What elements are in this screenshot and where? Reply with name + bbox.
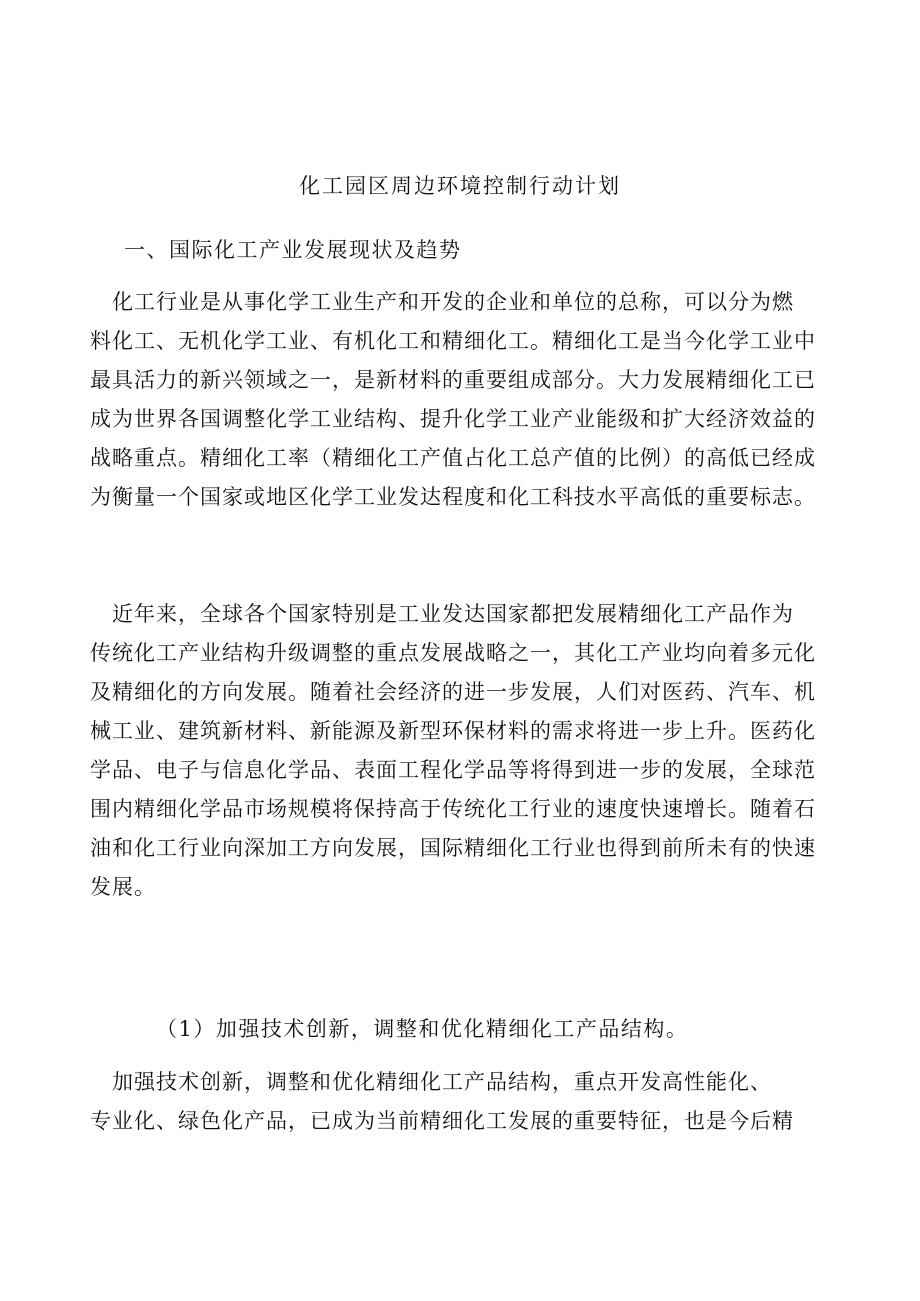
paragraph-line: 油和化工行业向深加工方向发展，国际精细化工行业也得到前所未有的快速 [90,836,816,860]
paragraph-line: 加强技术创新，调整和优化精细化工产品结构，重点开发高性能化、 [90,1070,772,1094]
paragraph-line: 械工业、建筑新材料、新能源及新型环保材料的需求将进一步上升。医药化 [90,719,816,743]
paragraph-line: 战略重点。精细化工率（精细化工产值占化工总产值的比例）的高低已经成 [90,446,816,470]
paragraph-line: 专业化、绿色化产品，已成为当前精细化工发展的重要特征，也是今后精 [90,1109,794,1133]
paragraph-line: 学品、电子与信息化学品、表面工程化学品等将得到进一步的发展，全球范 [90,758,816,782]
paragraph-3 [90,1063,842,1141]
paragraph-line: 传统化工产业结构升级调整的重点发展战略之一，其化工产业均向着多元化 [90,641,816,665]
subsection-heading: （1）加强技术创新，调整和优化精细化工产品结构。 [156,1017,689,1041]
paragraph-line: 及精细化的方向发展。随着社会经济的进一步发展，人们对医药、汽车、机 [90,680,816,704]
paragraph-line: 成为世界各国调整化学工业结构、提升化学工业产业能级和扩大经济效益的 [90,407,816,431]
paragraph-line: 化工行业是从事化学工业生产和开发的企业和单位的总称，可以分为燃 [90,290,794,314]
paragraph-line: 最具活力的新兴领域之一，是新材料的重要组成部分。大力发展精细化工已 [90,368,816,392]
document-title: 化工园区周边环境控制行动计划 [299,174,621,198]
paragraph-line: 围内精细化学品市场规模将保持高于传统化工行业的速度快速增长。随着石 [90,797,816,821]
paragraph-2 [90,595,842,907]
paragraph-line: 为衡量一个国家或地区化学工业发达程度和化工科技水平高低的重要标志。 [90,485,816,509]
paragraph-line: 料化工、无机化学工业、有机化工和精细化工。精细化工是当今化学工业中 [90,329,816,353]
paragraph-line: 近年来，全球各个国家特别是工业发达国家都把发展精细化工产品作为 [90,602,794,626]
paragraph-1 [90,283,842,517]
paragraph-line: 发展。 [90,875,156,899]
section-heading: 一、国际化工产业发展现状及趋势 [124,238,462,262]
